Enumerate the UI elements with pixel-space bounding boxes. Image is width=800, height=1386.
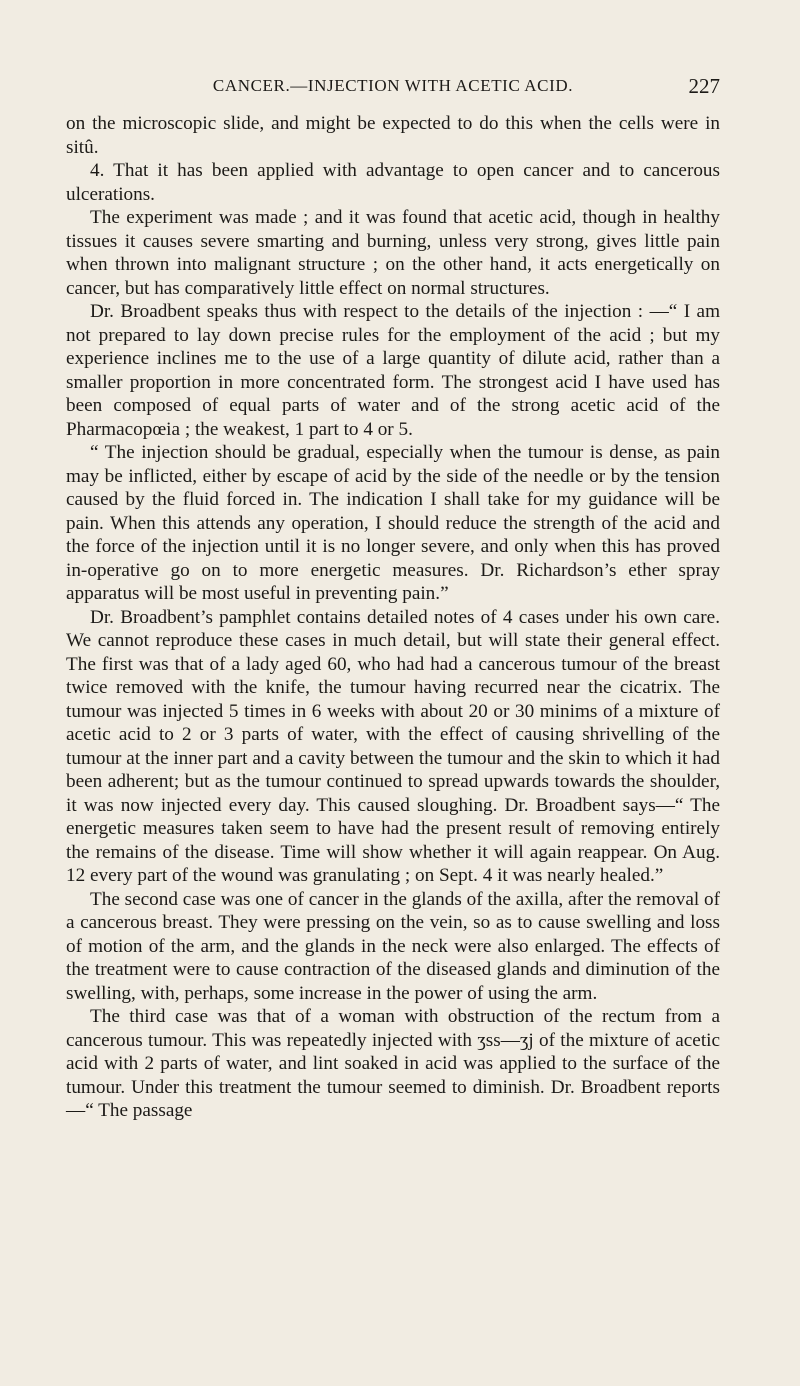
page-number: 227 (688, 74, 720, 98)
paragraph: Dr. Broadbent’s pamphlet contains detailed notes of 4 cases under his own care. We cannot reproduce these cases in much detail, but will state their general effect. The first was that of a lady aged 60, who had had a cancerous tumour of the breast twice removed with the knife, the tumour having recurred near the cicatrix. The tumour was injected 5 times in 6 weeks with about 20 or 30 minims of a mixture of acetic acid to 2 or 3 parts of water, with the effect of causing shrivelling of the tumour at the inner part and a cavity between the tumour and the skin to which it had been adherent; but as the tumour continued to spread upwards towards the shoulder, it was now injected every day. This caused sloughing. Dr. Broadbent says—“ The energetic measures taken seem to have had the present result of removing entirely the remains of the disease. Time will show whether it will again reappear. On Aug. 12 every part of the wound was granulating ; on Sept. 4 it was nearly healed.” (66, 606, 720, 886)
running-title: CANCER.—INJECTION WITH ACETIC ACID. (212, 76, 574, 95)
paragraph: “ The injection should be gradual, especially when the tumour is dense, as pain may be inflicted, either by escape of acid by the side of the needle or by the tension caused by the fluid forced in. The indication I shall take for my guidance will be pain. When this attends any operation, I should reduce the strength of the acid and the force of the injection until it is no longer severe, and only when this has proved in-operative go on to more energetic measures. Dr. Richardson’s ether spray apparatus will be most useful in preventing pain.” (66, 442, 720, 604)
paragraph: The third case was that of a woman with obstruction of the rectum from a cancerous tumour. This was repeatedly injected with ʒss—ʒj of the mixture of acetic acid with 2 parts of water, and lint soaked in acid was applied to the surface of the tumour. Under this treatment the tumour seemed to diminish. Dr. Broadbent reports—“ The passage (66, 1006, 720, 1121)
body-text (66, 112, 720, 1123)
paragraph: The second case was one of cancer in the glands of the axilla, after the removal of a cancerous breast. They were pressing on the vein, so as to cause swelling and loss of motion of the arm, and the glands in the neck were also enlarged. The effects of the treatment were to cause contraction of the diseased glands and diminution of the swelling, with, perhaps, some increase in the power of using the arm. (66, 888, 720, 1004)
running-head (66, 74, 720, 100)
paragraph: The experiment was made ; and it was found that acetic acid, though in healthy tissues it causes severe smarting and burning, unless very strong, gives little pain when thrown into malignant structure ; on the other hand, it acts energetically on cancer, but has comparatively little effect on normal structures. (66, 207, 720, 299)
paragraph: 4. That it has been applied with advantage to open cancer and to cancerous ulcerations. (66, 160, 720, 205)
paragraph: on the microscopic slide, and might be expected to do this when the cells were in sitû. (66, 113, 720, 158)
paragraph: Dr. Broadbent speaks thus with respect to the details of the injection : —“ I am not prepared to lay down precise rules for the employment of the acid ; but my experience inclines me to the use of a large quantity of dilute acid, rather than a smaller proportion in more concentrated form. The strongest acid I have used has been composed of equal parts of water and of the strong acetic acid of the Pharmacopœia ; the weakest, 1 part to 4 or 5. (66, 301, 720, 440)
